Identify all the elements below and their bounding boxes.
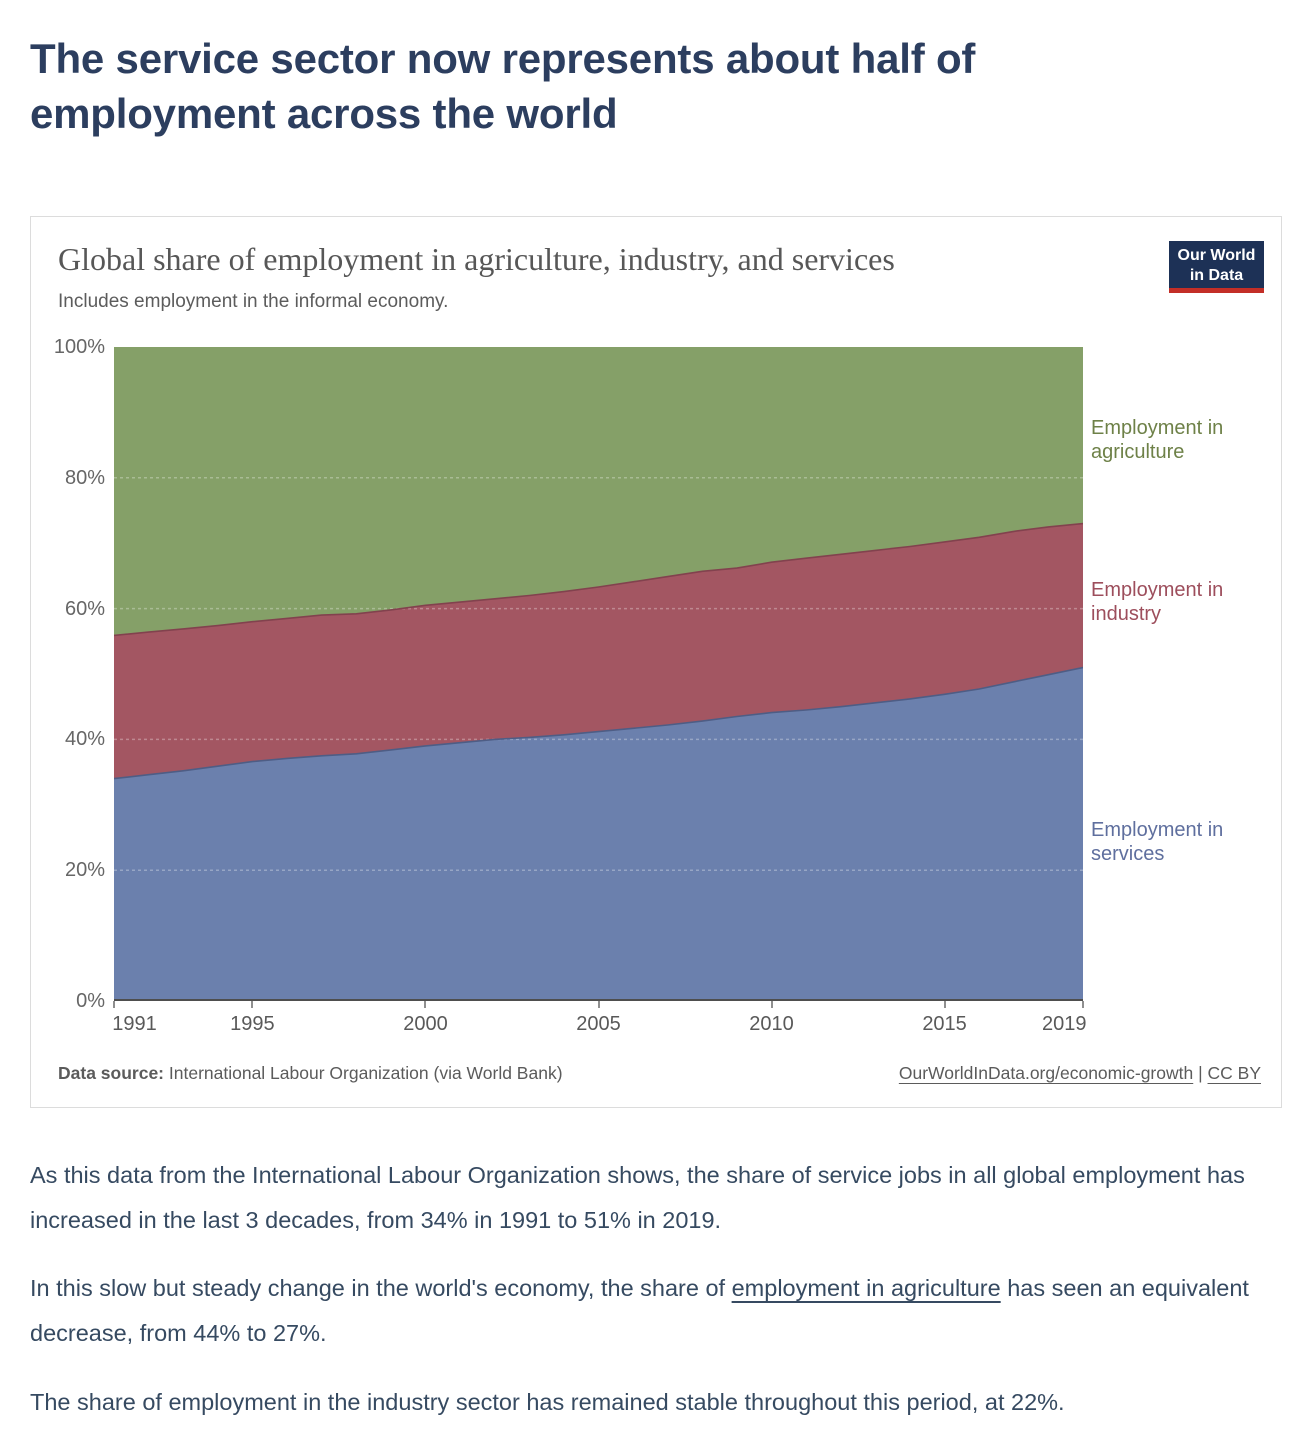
x-axis-tick	[251, 1001, 253, 1008]
owid-logo-line1: Our World	[1177, 247, 1256, 264]
article-body	[30, 1153, 1282, 1448]
y-axis-label: 100%	[53, 336, 105, 358]
employment-in-agriculture-link[interactable]: employment in agriculture	[731, 1275, 1001, 1302]
page-title: The service sector now represents about half of employment across the world	[30, 35, 976, 138]
x-axis-tick	[1082, 1001, 1084, 1008]
paragraph-text: In this slow but steady change in the world's economy, the share of	[30, 1275, 732, 1302]
y-axis-label: 40%	[64, 728, 105, 751]
x-axis-label: 2000	[403, 1013, 448, 1035]
owid-url-link[interactable]: OurWorldInData.org/economic-growth	[898, 1063, 1194, 1083]
x-axis-tick	[771, 1001, 773, 1008]
owid-logo[interactable]	[1169, 241, 1264, 293]
chart-subtitle: Includes employment in the informal economy.	[58, 291, 449, 312]
x-axis-label: 1991	[112, 1013, 157, 1035]
y-axis-label: 80%	[64, 466, 105, 489]
x-axis-tick	[944, 1001, 946, 1008]
owid-logo-line2: in Data	[1189, 267, 1244, 284]
x-axis-label: 2019	[1042, 1013, 1087, 1035]
chart-card	[30, 216, 1282, 1108]
x-axis-tick	[424, 1001, 426, 1008]
chart-attribution	[899, 1063, 1261, 1084]
data-source-value: International Labour Organization (via World Bank)	[164, 1063, 563, 1083]
paragraph-services-growth: As this data from the International Labour Organization shows, the share of service jobs in all global employment has increased in the last 3 decades, from 34% in 1991 to 51% in 2019.	[30, 1162, 1245, 1233]
y-axis-label: 60%	[64, 597, 105, 620]
data-source-label: Data source:	[58, 1063, 165, 1083]
data-source-note	[58, 1063, 563, 1084]
paragraph-agriculture-decline	[30, 1266, 1282, 1355]
legend-label-services[interactable]: Employment in services	[1091, 819, 1224, 865]
x-axis-label: 2015	[922, 1013, 967, 1035]
chart-title: Global share of employment in agriculture, industry, and services	[58, 241, 895, 277]
x-axis-label: 1995	[230, 1013, 275, 1035]
cc-by-link[interactable]: CC BY	[1207, 1063, 1261, 1083]
x-axis-tick	[598, 1001, 600, 1008]
paragraph-industry-stable: The share of employment in the industry sector has remained stable throughout this period, at 22%.	[30, 1388, 1065, 1415]
y-axis-label: 20%	[64, 859, 105, 882]
x-axis-tick	[113, 1001, 115, 1008]
x-axis-label: 2010	[749, 1013, 794, 1035]
attribution-separator: |	[1193, 1063, 1208, 1083]
stacked-area-chart[interactable]	[114, 347, 1083, 1001]
x-axis-label: 2005	[576, 1013, 621, 1035]
paragraph-text: has seen an equivalent decrease, from 44% to 27%.	[30, 1275, 1249, 1346]
legend-label-industry[interactable]: Employment in industry	[1091, 579, 1224, 625]
legend-label-agriculture[interactable]: Employment in agriculture	[1091, 417, 1224, 463]
y-axis-label: 0%	[76, 990, 105, 1012]
